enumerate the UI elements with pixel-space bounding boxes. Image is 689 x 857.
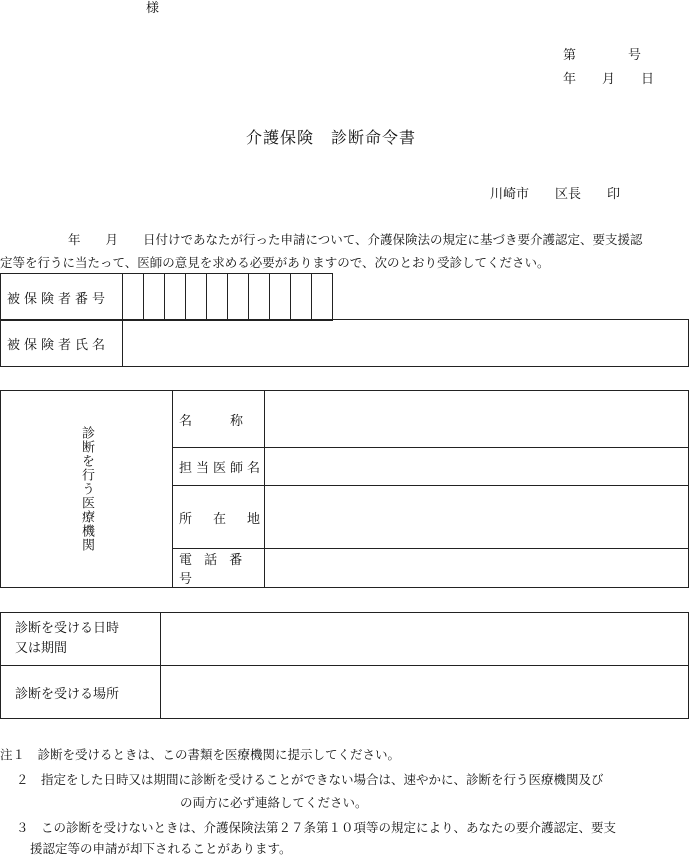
exam-datetime-label (1, 613, 161, 666)
insured-number-digit[interactable] (249, 274, 270, 321)
insured-number-digit[interactable] (165, 274, 186, 321)
insured-number-digit[interactable] (144, 274, 165, 321)
note-3-line-2: 援認定等の申請が却下されることがあります。 (30, 841, 292, 856)
issuer: 川崎市 区長 印 (490, 187, 621, 202)
exam-datetime-label-line1: 診断を受ける日時 (15, 621, 120, 636)
insured-number-digit[interactable] (186, 274, 207, 321)
doctor-label: 担当医師名 (173, 448, 265, 486)
addressee-suffix: 様 (146, 1, 160, 16)
institution-name-label: 名 称 (173, 391, 265, 448)
exam-place-label: 診断を受ける場所 (1, 666, 161, 719)
insured-number-digit[interactable] (228, 274, 249, 321)
insured-name-field[interactable] (123, 320, 689, 367)
exam-datetime-field[interactable] (161, 613, 689, 666)
insured-number-label: 被保険者番号 (1, 274, 123, 321)
address-field[interactable] (265, 486, 689, 549)
intro-line-2: 定等を行うに当たって、医師の意見を求める必要がありますので、次のとおり受診してください。 (0, 255, 550, 270)
exam-datetime-label-line2: 又は期間 (15, 641, 68, 656)
phone-label: 電 話 番 号 (173, 549, 265, 588)
note-3-line-1: ３ この診断を受けないときは、介護保険法第２７条第１０項等の規定により、あなたの要介護認定、要支 (16, 820, 617, 835)
doctor-field[interactable] (265, 448, 689, 486)
note-2-line-1: ２ 指定をした日時又は期間に診断を受けることができない場合は、速やかに、診断を行う医療機関及び (16, 772, 604, 787)
insured-name-label: 被保険者氏名 (1, 320, 123, 367)
insured-number-digit[interactable] (291, 274, 312, 321)
exam-place-field[interactable] (161, 666, 689, 719)
issue-date: 年 月 日 (563, 72, 655, 87)
exam-table (0, 612, 689, 719)
intro-line-1: 年 月 日付けであなたが行った申請について、介護保険法の規定に基づき要介護認定、要支援認 (68, 232, 643, 247)
institution-group-label: 診断を行う医療機関 (1, 391, 173, 588)
page-title: 介護保険 診断命令書 (246, 128, 417, 147)
institution-table (0, 390, 689, 588)
document-number: 第 号 (563, 48, 642, 63)
insured-name-table (0, 319, 689, 367)
insured-number-digit[interactable] (312, 274, 333, 321)
note-2-line-2: の両方に必ず連絡してください。 (180, 795, 368, 810)
insured-number-digit[interactable] (207, 274, 228, 321)
note-1: 注１ 診断を受けるときは、この書類を医療機関に提示してください。 (0, 747, 401, 762)
insured-number-table (0, 273, 333, 321)
insured-number-digit[interactable] (123, 274, 144, 321)
insured-number-digit[interactable] (270, 274, 291, 321)
address-label: 所 在 地 (173, 486, 265, 549)
institution-name-field[interactable] (265, 391, 689, 448)
phone-field[interactable] (265, 549, 689, 588)
